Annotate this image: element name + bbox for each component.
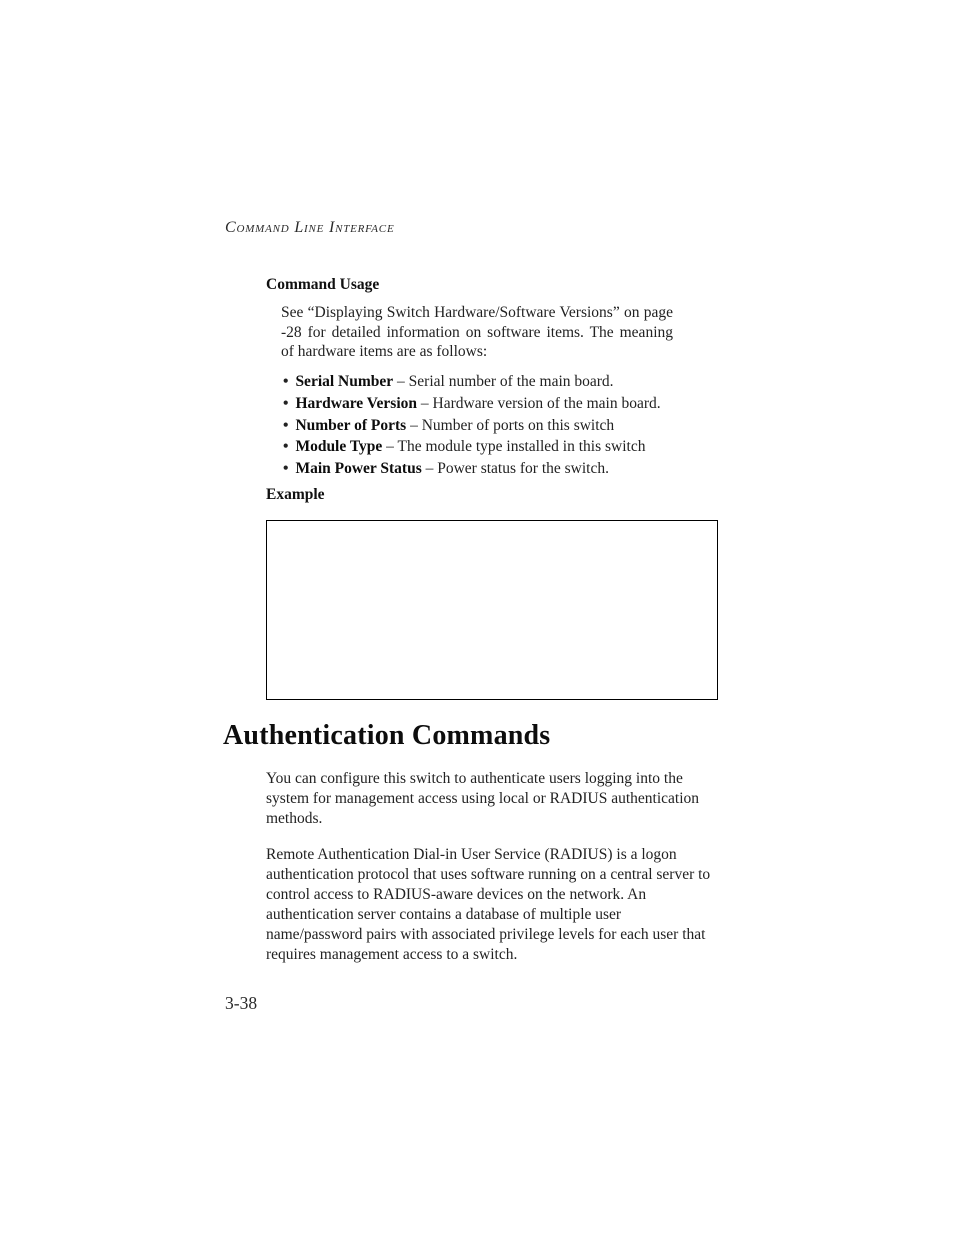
bullet-icon: •	[283, 438, 289, 456]
bullet-desc: – Serial number of the main board.	[397, 373, 614, 390]
list-item	[283, 415, 661, 437]
bullet-desc: – The module type installed in this switch	[386, 438, 646, 456]
list-item	[283, 393, 661, 415]
bullet-desc: – Hardware version of the main board.	[420, 394, 661, 412]
bullet-term: Module Type	[295, 438, 383, 456]
hardware-items-list	[283, 371, 661, 480]
running-header: Command Line Interface	[225, 219, 395, 236]
list-item	[283, 436, 661, 458]
list-item	[283, 458, 661, 480]
bullet-term: Serial Number	[295, 373, 394, 390]
bullet-icon: •	[283, 416, 289, 434]
bullet-term: Hardware Version	[295, 394, 418, 412]
bullet-term: Main Power Status	[295, 460, 422, 478]
bullet-term: Number of Ports	[295, 416, 407, 434]
example-output-box	[266, 520, 718, 700]
example-heading: Example	[266, 486, 325, 503]
auth-paragraph: Remote Authentication Dial-in User Service (RADIUS) is a logon authentication protocol that uses software running on a central server to control access to RADIUS-aware devices on the network. An authentication server contains a database of multiple user name/password pairs with associated privilege levels for each user that requires management access to a switch.	[266, 846, 711, 963]
list-item	[283, 371, 661, 393]
section-heading-authentication-commands: Authentication Commands	[223, 720, 551, 751]
bullet-icon: •	[283, 394, 289, 412]
bullet-icon: •	[283, 373, 289, 390]
page-number: 3-38	[225, 993, 258, 1013]
bullet-desc: – Power status for the switch.	[425, 460, 609, 478]
bullet-icon: •	[283, 460, 289, 478]
bullet-desc: – Number of ports on this switch	[410, 416, 615, 434]
command-usage-heading: Command Usage	[266, 276, 380, 293]
command-usage-intro: See “Displaying Switch Hardware/Software Versions” on page -28 for detailed information on software items. The meaning of hardware items are as follows:	[281, 304, 673, 360]
auth-paragraph: You can configure this switch to authenticate users logging into the system for management access using local or RADIUS authentication methods.	[266, 770, 700, 827]
